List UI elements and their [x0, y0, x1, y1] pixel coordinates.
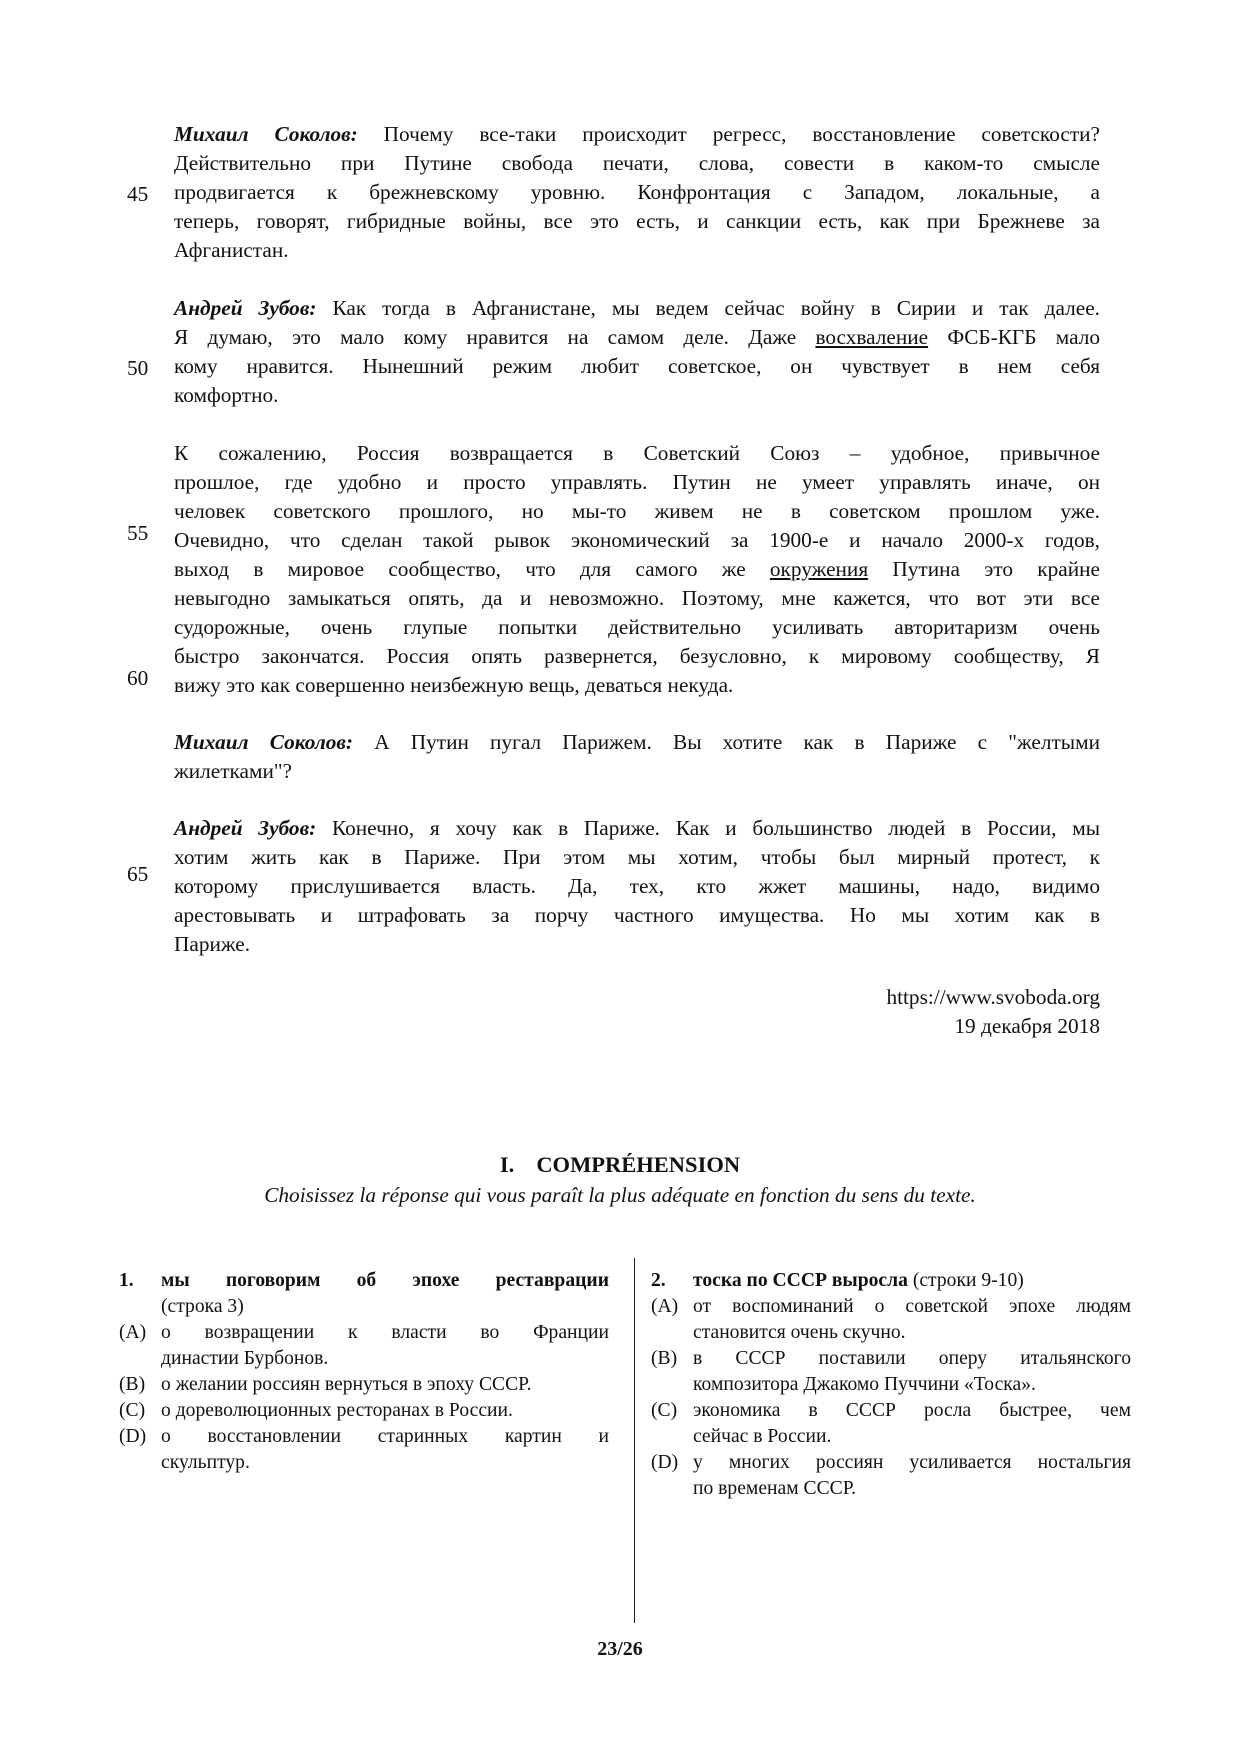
text-line: продвигается к брежневскому уровню. Конфронтация с Западом, локальные, а: [174, 180, 1100, 204]
text-line: Андрей Зубов: Конечно, я хочу как в Париже. Как и большинство людей в России, мы: [174, 816, 1101, 840]
paragraph-zubov-1: [174, 294, 1100, 410]
paragraph-sokolov-2: [174, 728, 1100, 786]
page-number: 23/26: [597, 1638, 643, 1660]
answer-option-b[interactable]: (B) в СССР поставили оперу итальянского композитора Джакомо Пуччини «Тоска».: [651, 1348, 1131, 1395]
source-citation: [886, 983, 1100, 1041]
speaker-name: Михаил Соколов:: [174, 730, 354, 754]
answer-option-d[interactable]: (D) о восстановлении старинных картин и скульптур.: [119, 1426, 609, 1473]
paragraph-zubov-3: [174, 814, 1100, 959]
text-line: арестовывать и штрафовать за порчу частного имущества. Но мы хотим как в: [174, 903, 1100, 927]
text-line: Андрей Зубов: Как тогда в Афганистане, мы ведем сейчас войну в Сирии и так далее.: [174, 296, 1100, 320]
text-line: К сожалению, Россия возвращается в Советский Союз – удобное, привычное: [174, 441, 1100, 465]
source-url: https://www.svoboda.org: [886, 985, 1100, 1009]
source-date: 19 декабря 2018: [954, 1014, 1100, 1038]
answer-option-a[interactable]: (A) о возвращении к власти во Франции династии Бурбонов.: [119, 1322, 609, 1369]
text-line: Я думаю, это мало кому нравится на самом деле. Даже восхваление ФСБ-КГБ мало: [174, 325, 1100, 349]
option-letter: (B): [651, 1348, 678, 1369]
underlined-word: восхваление: [815, 325, 929, 349]
answer-option-b[interactable]: (B) о желании россиян вернуться в эпоху СССР.: [119, 1372, 609, 1398]
section-title: [0, 1150, 1240, 1180]
option-letter: (D): [651, 1452, 679, 1473]
speaker-name: Андрей Зубов:: [174, 296, 317, 320]
option-letter: (A): [119, 1322, 147, 1343]
question-prompt: 2. тоска по СССР выросла (строки 9-10): [651, 1268, 1131, 1294]
text-line: быстро закончатся. Россия опять развернется, безусловно, к мировому сообществу, Я: [174, 644, 1100, 668]
answer-option-d[interactable]: (D) у многих россиян усиливается ностальгия по временам СССР.: [651, 1452, 1131, 1499]
text-line: кому нравится. Нынешний режим любит советское, он чувствует в нем себя: [174, 354, 1100, 378]
text-line: которому прислушивается власть. Да, тех, кто жжет машины, надо, видимо: [174, 874, 1100, 898]
question-prompt: 1. мы поговорим об эпохе реставрации (строка 3): [119, 1270, 609, 1317]
column-divider: [634, 1258, 635, 1623]
line-number-60: 60: [127, 666, 149, 690]
paragraph-zubov-2: [174, 439, 1100, 700]
option-letter: (C): [119, 1400, 146, 1421]
speaker-name: Михаил Соколов:: [174, 122, 358, 146]
text-line: вижу это как совершенно неизбежную вещь, деваться некуда.: [174, 673, 734, 697]
option-letter: (B): [119, 1374, 146, 1395]
question-number: 2.: [651, 1270, 666, 1291]
line-number-45: 45: [127, 182, 149, 206]
line-number-50: 50: [127, 356, 149, 380]
text-line: Афганистан.: [174, 238, 289, 262]
question-2: [651, 1268, 1131, 1502]
text-line: Михаил Соколов: А Путин пугал Парижем. Вы хотите как в Париже с "желтыми: [174, 730, 1100, 754]
question-number: 1.: [119, 1270, 134, 1291]
answer-option-a[interactable]: (A) от воспоминаний о советской эпохе людям становится очень скучно.: [651, 1296, 1131, 1343]
text-line: невыгодно замыкаться опять, да и невозможно. Поэтому, мне кажется, что вот эти все: [174, 586, 1100, 610]
section-number: I.: [499, 1152, 515, 1177]
text-line: Михаил Соколов: Почему все-таки происходит регресс, восстановление советскости?: [174, 122, 1100, 146]
answer-option-c[interactable]: (C) о дореволюционных ресторанах в России.: [119, 1398, 609, 1424]
text-line: судорожные, очень глупые попытки действительно усиливать авторитаризм очень: [174, 615, 1100, 639]
line-number-55: 55: [127, 521, 149, 545]
option-letter: (A): [651, 1296, 679, 1317]
text-line: комфортно.: [174, 383, 279, 407]
option-letter: (D): [119, 1426, 147, 1447]
text-line: Действительно при Путине свобода печати, слова, совести в каком-то смысле: [174, 151, 1100, 175]
option-letter: (C): [651, 1400, 678, 1421]
line-number-65: 65: [127, 862, 149, 886]
text-line: Париже.: [174, 932, 251, 956]
section-instruction: Choisissez la réponse qui vous paraît la plus adéquate en fonction du sens du texte.: [264, 1183, 976, 1207]
text-line: Очевидно, что сделан такой рывок экономический за 1900-е и начало 2000-х годов,: [174, 528, 1100, 552]
question-1: [119, 1268, 609, 1476]
answer-option-c[interactable]: (C) экономика в СССР росла быстрее, чем сейчас в России.: [651, 1400, 1131, 1447]
text-line: теперь, говорят, гибридные войны, все это есть, и санкции есть, как при Брежневе за: [174, 209, 1100, 233]
text-line: хотим жить как в Париже. При этом мы хотим, чтобы был мирный протест, к: [174, 845, 1100, 869]
paragraph-sokolov-1: [174, 120, 1100, 265]
text-line: прошлое, где удобно и просто управлять. Путин не умеет управлять иначе, он: [174, 470, 1100, 494]
underlined-word: окружения: [769, 557, 869, 581]
text-line: выход в мировое сообщество, что для самого же окружения Путина это крайне: [174, 557, 1100, 581]
text-line: жилетками"?: [174, 759, 292, 783]
speaker-name: Андрей Зубов:: [174, 816, 317, 840]
section-title-text: COMPRÉHENSION: [536, 1152, 741, 1177]
text-line: человек советского прошлого, но мы-то живем не в советском прошлом уже.: [174, 499, 1100, 523]
